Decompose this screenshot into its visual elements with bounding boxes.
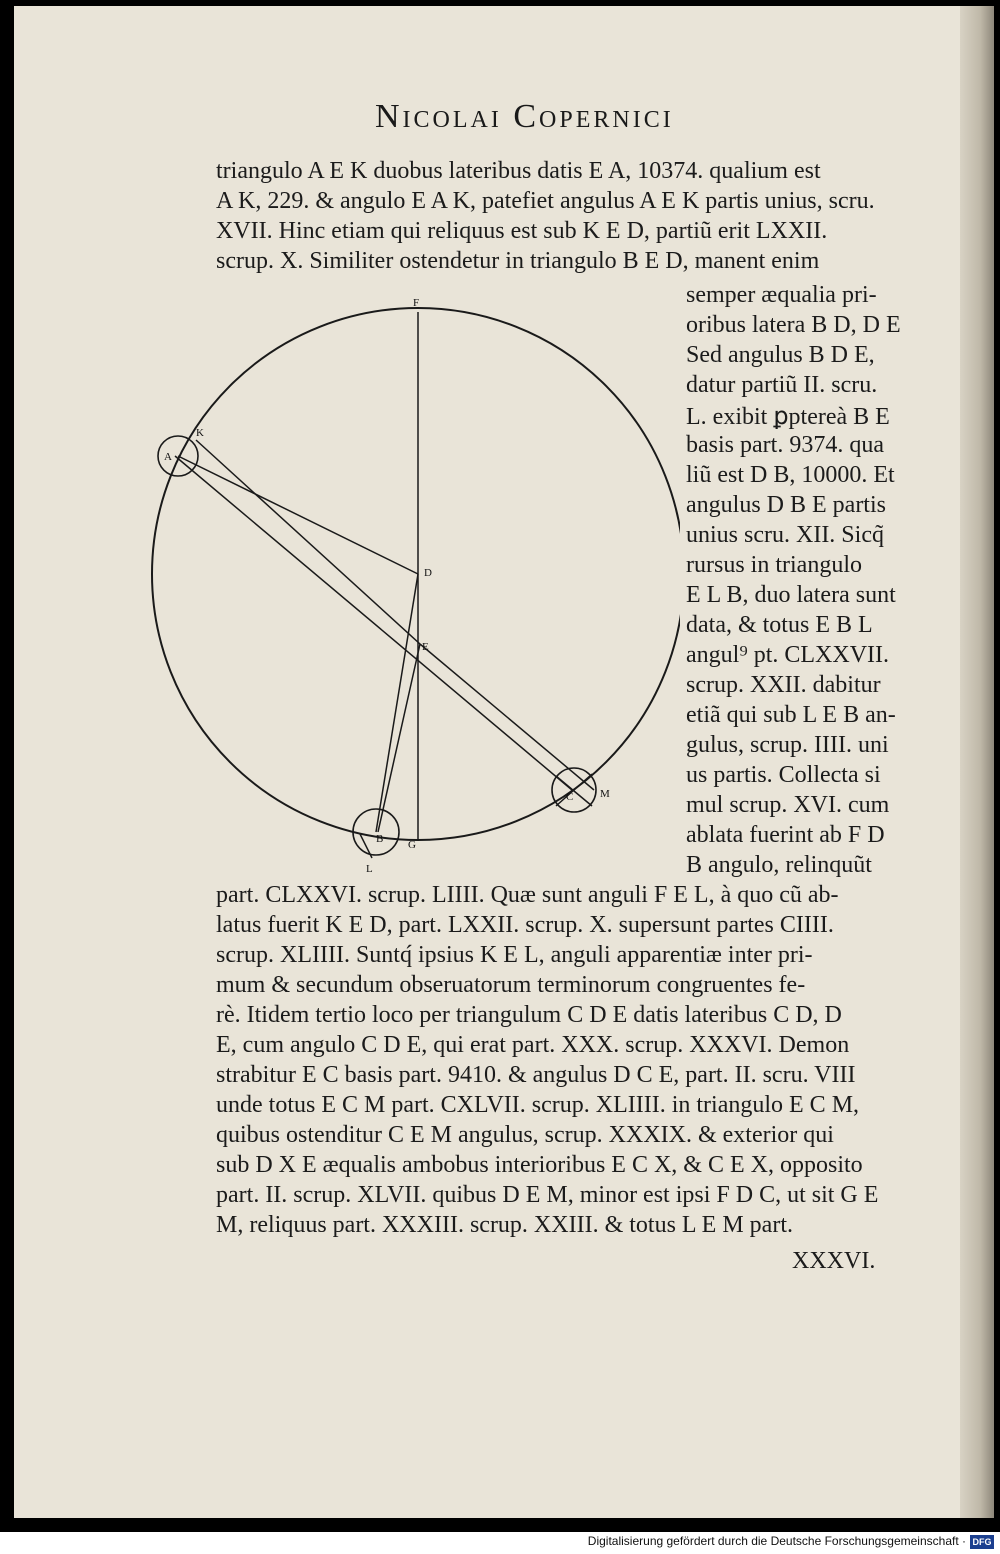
line-d-b [376,574,418,832]
side-text-line: datur partiũ II. scru. [686,372,878,398]
label-d: D [424,567,432,579]
line-b-l [360,834,372,858]
side-text-line: E L B, duo latera sunt [686,582,896,608]
side-text-line: angul⁹ pt. CLXXVII. [686,642,890,668]
main-circle [152,308,680,840]
text-line: quibus ostenditur C E M angulus, scrup. XXXIX. & exterior qui [216,1122,834,1148]
text-line: latus fuerit K E D, part. LXXII. scrup. X. supersunt partes CIIII. [216,912,834,938]
text-line: part. II. scrup. XLVII. quibus D E M, minor est ipsi F D C, ut sit G E [216,1182,879,1208]
text-line: M, reliquus part. XXXIII. scrup. XXIII. & totus L E M part. [216,1212,793,1238]
running-head: Nicolai Copernici [375,98,674,135]
text-line: unde totus E C M part. CXLVII. scrup. XLIIII. in triangulo E C M, [216,1092,860,1118]
text-line: A K, 229. & angulo E A K, patefiet angulus A E K partis unius, scru. [216,188,875,214]
line-k-e [196,440,420,644]
side-text-line: B angulo, relinquũt [686,852,872,878]
text-line: scrup. XLIIII. Suntq́ ipsius K E L, anguli apparentiæ inter pri- [216,942,813,968]
label-m: M [600,788,610,800]
text-line: scrup. X. Similiter ostendetur in triangulo B E D, manent enim [216,248,820,274]
label-g: G [408,839,416,851]
side-text-line: scrup. XXII. dabitur [686,672,881,698]
side-text-line: Sed angulus B D E, [686,342,875,368]
label-e: E [422,641,429,653]
label-c: C [566,791,574,803]
text-line: triangulo A E K duobus lateribus datis E A, 10374. qualium est [216,158,821,184]
label-f: F [413,297,420,309]
side-text-line: unius scru. XII. Sicq̃ [686,522,884,548]
side-text-line: angulus D B E partis [686,492,886,518]
text-line: sub D X E æqualis ambobus interioribus E C X, & C E X, opposito [216,1152,863,1178]
line-e-m [420,644,594,790]
line-e-b [378,644,420,832]
text-line: strabitur E C basis part. 9410. & angulus D C E, part. II. scru. VIII [216,1062,856,1088]
label-k: K [196,427,204,439]
catchword: XXXVI. [792,1248,876,1274]
line-a-d [178,456,418,574]
side-text-line: liũ est D B, 10000. Et [686,462,895,488]
side-text-line: data, & totus E B L [686,612,873,638]
text-line: part. CLXXVI. scrup. LIIII. Quæ sunt anguli F E L, à quo cũ ab- [216,882,839,908]
side-text-line: etiã qui sub L E B an- [686,702,896,728]
side-text-line: us partis. Collecta si [686,762,881,788]
side-text-line: L. exibit ꝑptereà B E [686,404,890,430]
label-l: L [366,863,373,875]
label-b: B [376,833,384,845]
footer-bar [0,1532,1000,1554]
text-line: E, cum angulo C D E, qui erat part. XXX. scrup. XXXVI. Demon [216,1032,850,1058]
label-a: A [164,451,172,463]
side-text-line: semper æqualia pri- [686,282,877,308]
side-text-line: ablata fuerint ab F D [686,822,885,848]
dfg-logo-icon: DFG [970,1535,994,1549]
text-line: rè. Itidem tertio loco per triangulum C D E datis lateribus C D, D [216,1002,842,1028]
text-line: mum & secundum obseruatorum terminorum congruentes fe- [216,972,806,998]
side-text-line: gulus, scrup. IIII. uni [686,732,889,758]
side-text-line: mul scrup. XVI. cum [686,792,890,818]
footer-credit: Digitalisierung gefördert durch die Deutsche Forschungsgemeinschaft · [587,1534,966,1548]
line-a-c [175,456,572,790]
side-text-line: rursus in triangulo [686,552,862,578]
side-text-line: oribus latera B D, D E [686,312,901,338]
page-edge-shadow [960,6,994,1518]
geometric-diagram [140,290,680,890]
side-text-line: basis part. 9374. qua [686,432,884,458]
text-line: XVII. Hinc etiam qui reliquus est sub K E D, partiũ erit LXXII. [216,218,828,244]
